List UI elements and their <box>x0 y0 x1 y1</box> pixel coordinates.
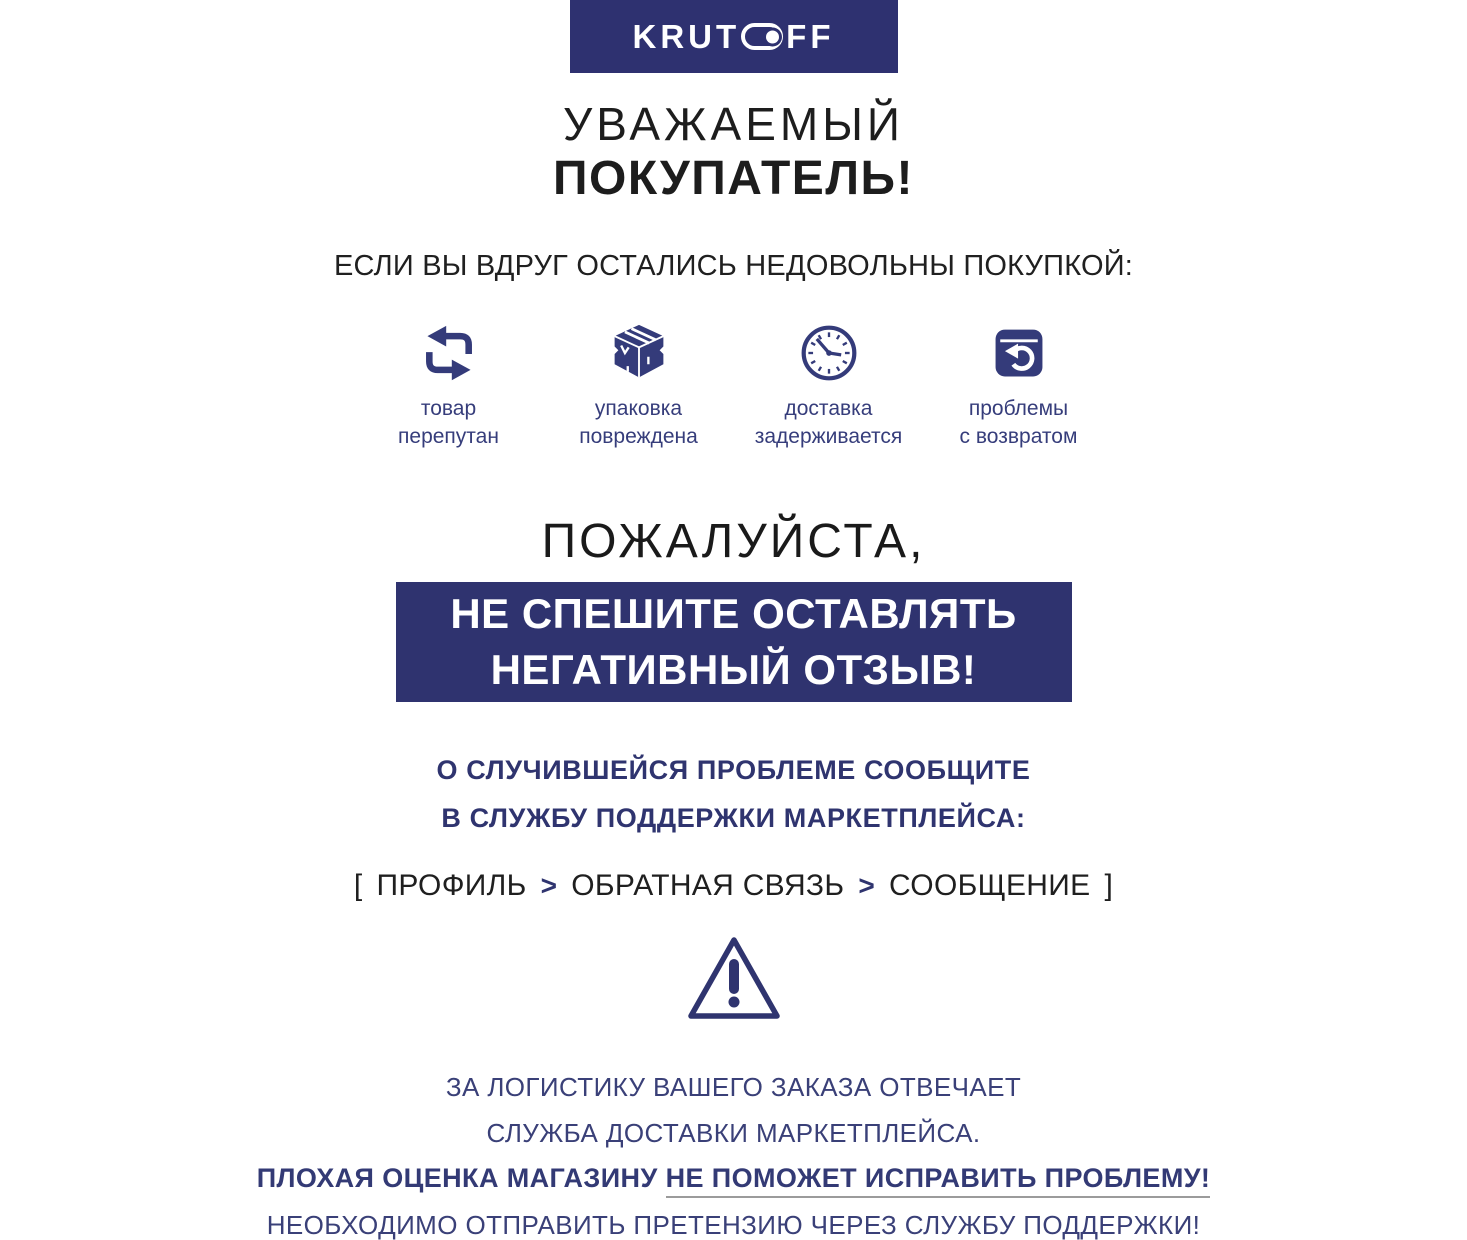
banner-line2: НЕГАТИВНЫЙ ОТЗЫВ! <box>490 645 977 693</box>
issues-row <box>354 319 1114 452</box>
clock-icon <box>799 319 859 383</box>
support-line1: О СЛУЧИВШЕЙСЯ ПРОБЛЕМЕ СООБЩИТЕ <box>436 754 1031 785</box>
issue-label: упаковка повреждена <box>579 397 698 449</box>
path-step-profile: ПРОФИЛЬ <box>376 868 527 902</box>
issue-item-damaged <box>544 319 734 452</box>
toggle-dot <box>766 30 779 43</box>
chevron-right-icon: > <box>858 869 875 901</box>
logo-text-suffix: FF <box>786 18 835 55</box>
footer-line3 <box>0 1164 1467 1194</box>
issue-label: проблемы с возвратом <box>959 397 1078 449</box>
chevron-right-icon: > <box>540 869 558 901</box>
damaged-box-icon <box>609 319 669 383</box>
support-line2: В СЛУЖБУ ПОДДЕРЖКИ МАРКЕТПЛЕЙСА: <box>441 803 1026 834</box>
brand-logo <box>633 20 835 53</box>
support-path <box>0 869 1467 903</box>
path-step-message: СООБЩЕНИЕ <box>889 868 1091 902</box>
plea-lead: ПОЖАЛУЙСТА, <box>541 514 926 568</box>
path-step-feedback: ОБРАТНАЯ СВЯЗЬ <box>571 868 845 902</box>
greeting-line2: ПОКУПАТЕЛЬ! <box>553 151 914 205</box>
greeting-heading <box>0 98 1467 206</box>
warning-triangle-icon <box>0 933 1467 1033</box>
support-instruction <box>0 746 1467 843</box>
issue-item-swapped <box>354 319 544 452</box>
no-negative-review-banner <box>396 582 1072 702</box>
return-box-icon <box>989 319 1049 383</box>
footer-line3-lead: ПЛОХАЯ ОЦЕНКА МАГАЗИНУ <box>256 1163 658 1194</box>
issue-label: доставка задерживается <box>754 397 903 449</box>
logo-text-prefix: KRUT <box>632 18 741 55</box>
greeting-line1: УВАЖАЕМЫЙ <box>563 98 904 150</box>
brand-logo-bar <box>570 0 898 73</box>
issue-item-delayed <box>734 319 924 452</box>
footer-line4: НЕОБХОДИМО ОТПРАВИТЬ ПРЕТЕНЗИЮ ЧЕРЕЗ СЛУЖБУ ПОДДЕРЖКИ! <box>266 1209 1201 1240</box>
issue-item-return <box>924 319 1114 452</box>
swap-arrows-icon <box>419 319 479 383</box>
issue-label: товар перепутан <box>398 397 499 449</box>
bracket-close: ] <box>1104 868 1114 902</box>
bracket-open: [ <box>353 868 363 902</box>
footer-line3-underlined: НЕ ПОМОЖЕТ ИСПРАВИТЬ ПРОБЛЕМУ! <box>666 1163 1211 1198</box>
footer-line1: ЗА ЛОГИСТИКУ ВАШЕГО ЗАКАЗА ОТВЕЧАЕТ <box>445 1071 1022 1102</box>
footer-notes <box>0 1073 1467 1239</box>
banner-line1: НЕ СПЕШИТЕ ОСТАВЛЯТЬ <box>450 589 1017 637</box>
footer-line2: СЛУЖБА ДОСТАВКИ МАРКЕТПЛЕЙСА. <box>486 1117 981 1148</box>
toggle-o-icon <box>741 23 783 50</box>
intro-text: ЕСЛИ ВЫ ВДРУГ ОСТАЛИСЬ НЕДОВОЛЬНЫ ПОКУПКОЙ: <box>333 250 1134 283</box>
